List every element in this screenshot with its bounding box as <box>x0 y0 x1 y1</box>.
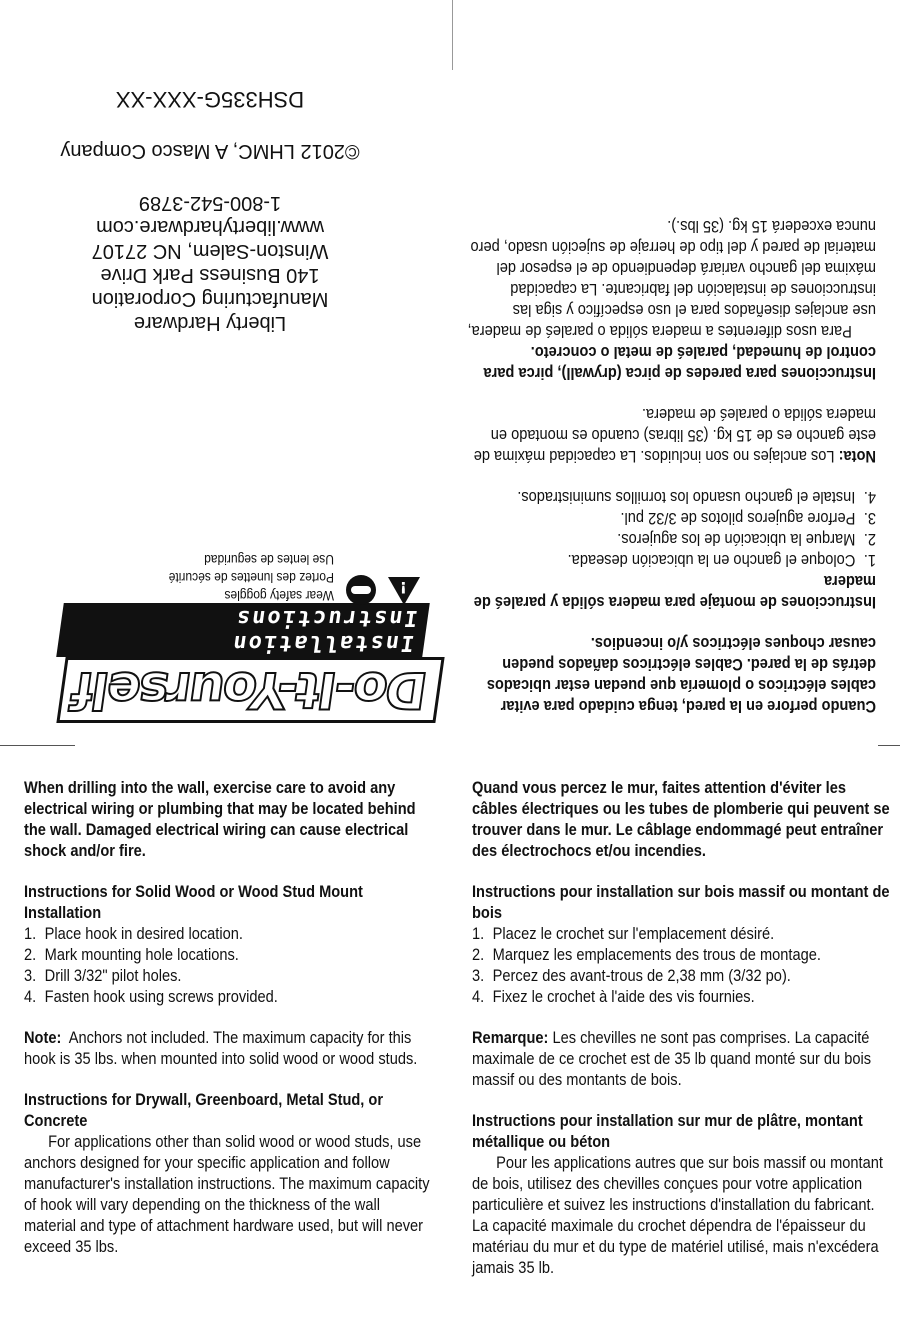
model-number: DSH335G-XXX-XX <box>115 87 305 112</box>
diy-logo <box>60 603 440 723</box>
list-item: 1. Placez le crochet sur l'emplacement désiré. <box>472 924 775 943</box>
list-item: 3. Perfore agujeros pilotos de 3/32 pul. <box>620 509 876 528</box>
english-instructions <box>24 777 433 1277</box>
company-street: 140 Business Park Drive <box>100 264 320 286</box>
en-drywall-heading: Instructions for Drywall, Greenboard, Metal Stud, or Concrete <box>24 1090 384 1130</box>
company-corp: Manufacturing Corporation <box>91 288 329 310</box>
fold-line-right <box>878 745 900 746</box>
company-city: Winston-Salem, NC 27107 <box>91 240 329 262</box>
french-instructions <box>472 777 892 1298</box>
list-item: 2. Mark mounting hole locations. <box>24 945 239 964</box>
es-drywall-heading: Instrucciones para paredes de pirca (drywall), pirca para control de humedad, paraleś de metal o concreto. <box>483 343 876 383</box>
en-warning: When drilling into the wall, exercise care to avoid any electrical wiring or plumbing that may be located behind the wall. Damaged electrical wiring can cause electrical shock and/or fire. <box>24 778 416 860</box>
list-item: 4. Fixez le crochet à l'aide des vis fournies. <box>472 987 755 1006</box>
fr-drywall-text: Pour les applications autres que sur bois massif ou montant de bois, utilisez des chevilles conçues pour votre application particulière et suivez les instructions d'installation du fabricant. La capacité maximale du crochet dépendra de l'épaisseur du matériau du mur et du type de matériel utilisé, mais n'excédera jamais 35 lb. <box>472 1153 883 1277</box>
safety-text: Wear safety goggles Portez des lunettes de sécurité Use lentes de seguridad <box>168 552 334 604</box>
fr-note: Remarque: Les chevilles ne sont pas comprises. La capacité maximale de ce crochet est de 35 lb quand monté sur du bois massif ou des montants de bois. <box>472 1028 872 1089</box>
list-item: 3. Percez des avant-trous de 2,38 mm (3/32 po). <box>472 966 791 985</box>
list-item: 1. Place hook in desired location. <box>24 924 243 943</box>
safety-notice <box>142 551 420 605</box>
spanish-instructions <box>463 196 876 717</box>
es-drywall-text: Para usos diferentes a madera sólida o paraleś de madera, use anclajes diseñados para el uso específico y siga las instrucciones de instalación del fabricante. La capacidad máxima del gancho variará dependiendo de el espesor del material de pared y del tipo de herraje de sujeción usado, pero nunca excederá 15 kg. (35 lbs.). <box>467 217 876 341</box>
es-steps <box>463 487 876 571</box>
company-website: www.libertyhardware.com <box>96 216 324 238</box>
goggles-icon <box>346 575 376 605</box>
list-item: 4. Fasten hook using screws provided. <box>24 987 278 1006</box>
list-item: 3. Drill 3/32" pilot holes. <box>24 966 182 985</box>
list-item: 2. Marquez les emplacements des trous de montage. <box>472 945 821 964</box>
company-name: Liberty Hardware <box>133 312 287 334</box>
logo-title: Do-It-Yourself <box>56 657 445 723</box>
company-info <box>20 87 400 335</box>
en-drywall-text: For applications other than solid wood or wood studs, use anchors designed for your specific application and follow manufacturer's installation instructions. The maximum capacity of hook will vary depending on the thickness of the wall material and type of attachment hardware used, but will never exceed 35 lbs. <box>24 1132 430 1256</box>
company-phone: 1-800-542-3789 <box>138 192 282 214</box>
list-item: 4. Instale el gancho usando los tornillos suministrados. <box>517 488 876 507</box>
company-copyright: ©2012 LHMC, A Masco Company <box>60 140 360 162</box>
fr-warning: Quand vous percez le mur, faites attention d'éviter les câbles électriques ou les tubes de plomberie qui peuvent se trouver dans le mur. Le câblage endommagé peut entraîner des électrochocs et/ou incendies. <box>472 778 890 860</box>
es-note: Nota: Los anclajes no son incluidos. La capacidad máxima de este gancho es de 15 kg. (35 libras) cuando es montado en madera sólida o paraleś de madera. <box>473 405 876 466</box>
fr-wood-heading: Instructions pour installation sur bois massif ou montant de bois <box>472 882 890 922</box>
fr-steps <box>472 923 892 1007</box>
fr-drywall-heading: Instructions pour installation sur mur de plâtre, montant métallique ou béton <box>472 1111 863 1151</box>
en-steps <box>24 923 433 1007</box>
warning-icon: ! <box>388 577 420 605</box>
en-wood-heading: Instructions for Solid Wood or Wood Stud Mount Installation <box>24 882 363 922</box>
list-item: 2. Marque la ubicación de los agujeros. <box>617 530 876 549</box>
list-item: 1. Coloque el gancho en la ubicación deseada. <box>567 551 876 570</box>
en-note: Note: Anchors not included. The maximum capacity for this hook is 35 lbs. when mounted into solid wood or wood studs. <box>24 1028 418 1068</box>
es-warning: Cuando perfore en la pared, tenga cuidado para evitar cables eléctricos o plomería que puedan estar ubicados detrás de la pared. Cables eléctricos dañados pueden causar choques eléctricos y/o incendios. <box>486 634 876 716</box>
es-wood-heading: Instrucciones de montaje para madera sólida y paraleś de madera <box>473 572 876 612</box>
fold-line-left <box>0 745 75 746</box>
logo-subtitle: Installation Instructions <box>56 603 430 657</box>
